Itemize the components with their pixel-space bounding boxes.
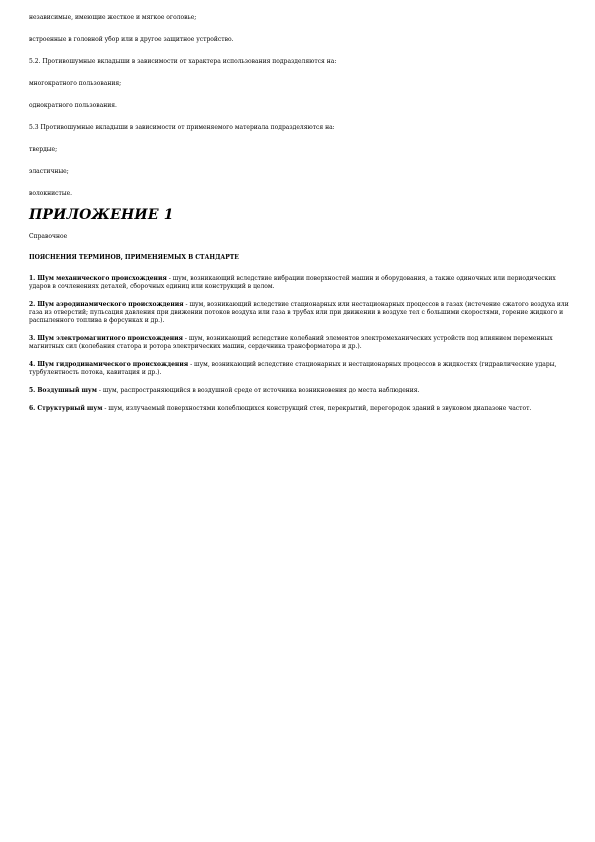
list-item: однократного пользования. bbox=[29, 102, 117, 109]
list-item: многократного пользования; bbox=[29, 80, 122, 87]
list-item: независимые, имеющие жесткое и мягкое оголовье; bbox=[29, 14, 197, 21]
term-title: 6. Структурный шум bbox=[29, 405, 103, 412]
term-title: 1. Шум механического происхождения bbox=[29, 275, 167, 282]
term-item bbox=[29, 301, 569, 325]
term-item bbox=[29, 405, 569, 413]
term-title: 5. Воздушный шум bbox=[29, 387, 97, 394]
term-title: 3. Шум электромагнитного происхождения bbox=[29, 335, 183, 342]
term-text: - шум, возникающий вследствие стационарных и нестационарных процессов в жидкостях (гидравлические удары, турбулентность потока, кавитация и др.). bbox=[29, 361, 557, 376]
term-item bbox=[29, 335, 569, 351]
list-item: встроенные в головной убор или в другое защитное устройство. bbox=[29, 36, 234, 43]
appendix-heading: ПРИЛОЖЕНИЕ 1 bbox=[29, 207, 174, 223]
term-text: - шум, возникающий вследствие вибрации поверхностей машин и оборудования, а также одиночных или периодических ударов в сочленениях деталей, сборочных единиц или конструкций в целом. bbox=[29, 275, 556, 290]
term-title: 2. Шум аэродинамического происхождения bbox=[29, 301, 184, 308]
term-text: - шум, возникающий вследствие стационарных или нестационарных процессов в газах (истечение сжатого воздуха или газа из отверстий; пульсация давления при движении потоков воздуха или газа в трубах или при движении в воздухе тел с большими скоростями, горение жидкого и распыленного топлива в форсунках и др.). bbox=[29, 301, 569, 324]
appendix-subheading: ПОЯСНЕНИЯ ТЕРМИНОВ, ПРИМЕНЯЕМЫХ В СТАНДАРТЕ bbox=[29, 254, 239, 261]
list-item: твердые; bbox=[29, 146, 58, 153]
section-5-2-title: 5.2. Противошумные вкладыши в зависимости от характера использования подразделяются на: bbox=[29, 58, 337, 65]
appendix-note: Справочное bbox=[29, 233, 68, 240]
term-text: - шум, излучаемый поверхностями колеблющихся конструкций стен, перекрытий, перегородок зданий в звуковом диапазоне частот. bbox=[102, 405, 532, 412]
section-5-3-title: 5.3 Противошумные вкладыши в зависимости от применяемого материала подразделяются на: bbox=[29, 124, 335, 131]
term-item bbox=[29, 387, 569, 395]
term-text: - шум, возникающий вследствие колебаний элементов электромеханических устройств под влиянием переменных магнитных сил (колебания статора и ротора электрических машин, сердечника трансформатора и др.). bbox=[29, 335, 553, 350]
list-item: волокнистые. bbox=[29, 190, 73, 197]
list-item: эластичные; bbox=[29, 168, 69, 175]
term-title: 4. Шум гидродинамического происхождения bbox=[29, 361, 189, 368]
term-item bbox=[29, 361, 569, 377]
document-page bbox=[29, 14, 569, 413]
term-text: - шум, распространяющийся в воздушной среде от источника возникновения до места наблюдения. bbox=[97, 387, 420, 394]
term-item bbox=[29, 275, 569, 291]
